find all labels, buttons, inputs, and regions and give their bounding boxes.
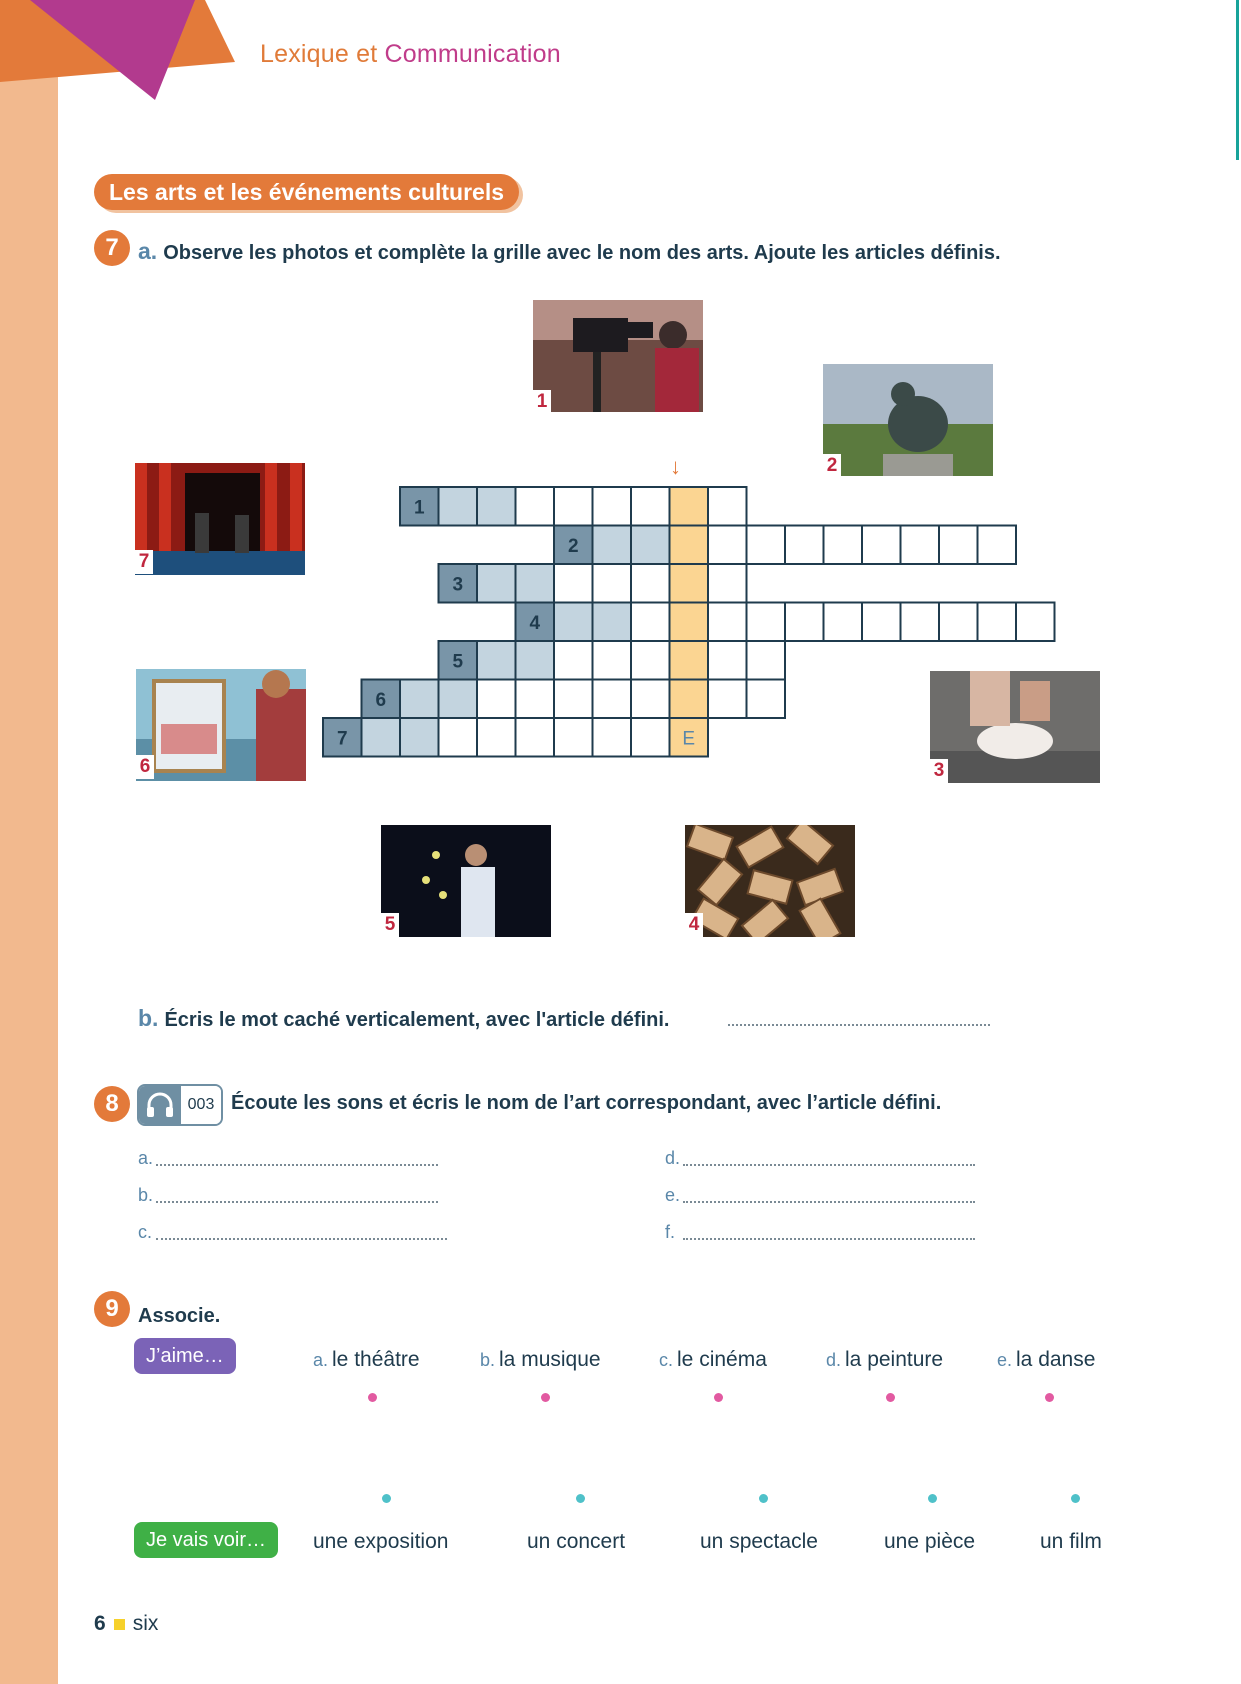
crossword-cell[interactable] xyxy=(708,680,747,719)
crossword-cell[interactable] xyxy=(516,680,555,719)
exercise-9-title: Associe. xyxy=(138,1305,221,1327)
crossword-cell[interactable] xyxy=(978,603,1017,642)
answer-line-7b[interactable] xyxy=(728,1022,990,1026)
crossword-cell[interactable] xyxy=(554,487,593,526)
crossword-cell[interactable] xyxy=(593,603,632,642)
crossword-cell[interactable] xyxy=(362,718,401,757)
answer-line-e[interactable] xyxy=(683,1199,975,1203)
crossword-cell[interactable] xyxy=(631,718,670,757)
option-b: b. la musique xyxy=(480,1348,601,1371)
photo-number-7: 7 xyxy=(135,550,153,574)
exercise-number-8: 8 xyxy=(94,1086,130,1122)
crossword-cell[interactable] xyxy=(824,526,863,565)
crossword-cell[interactable] xyxy=(439,680,478,719)
crossword-cell[interactable] xyxy=(670,564,709,603)
crossword-row-number: 7 xyxy=(336,728,348,750)
answer-label-a: a. xyxy=(138,1148,154,1168)
crossword-cell[interactable] xyxy=(862,526,901,565)
photo-number-6: 6 xyxy=(136,755,154,779)
crossword-cell[interactable] xyxy=(708,641,747,680)
page-number: 6 xyxy=(94,1612,106,1635)
crossword-cell[interactable] xyxy=(670,641,709,680)
match-dot-d[interactable] xyxy=(886,1393,895,1402)
match-dot-film[interactable] xyxy=(1071,1494,1080,1503)
crossword-cell[interactable] xyxy=(631,526,670,565)
answer-label-d: d. xyxy=(665,1148,681,1168)
headphones-icon xyxy=(139,1086,181,1124)
crossword-cell[interactable] xyxy=(554,564,593,603)
match-dot-c[interactable] xyxy=(714,1393,723,1402)
crossword-cell[interactable] xyxy=(477,718,516,757)
crossword-cell[interactable] xyxy=(670,526,709,565)
crossword-cell[interactable] xyxy=(862,603,901,642)
crossword-row-number: 4 xyxy=(529,612,541,634)
crossword-given-letter: E xyxy=(682,728,696,750)
photo-number-2: 2 xyxy=(823,454,841,478)
crossword-row-number: 2 xyxy=(567,535,579,557)
page-word: six xyxy=(132,1612,159,1635)
crossword-cell[interactable] xyxy=(670,487,709,526)
crossword-cell[interactable] xyxy=(631,680,670,719)
crossword-row-number: 3 xyxy=(452,574,464,596)
answer-line-a[interactable] xyxy=(156,1162,438,1166)
crossword-row-number: 6 xyxy=(375,689,387,711)
crossword-cell[interactable] xyxy=(554,718,593,757)
crossword-cell[interactable] xyxy=(477,641,516,680)
crossword-cell[interactable] xyxy=(554,603,593,642)
crossword-cell[interactable] xyxy=(554,680,593,719)
crossword-cell[interactable] xyxy=(978,526,1017,565)
crossword-cell[interactable] xyxy=(631,641,670,680)
crossword-cell[interactable] xyxy=(477,564,516,603)
section-title: Les arts et les événements culturels xyxy=(94,174,519,210)
crossword-cell[interactable] xyxy=(708,526,747,565)
exercise-8-instruction: Écoute les sons et écris le nom de l’art correspondant, avec l’article défini. xyxy=(231,1092,942,1114)
crossword-cell[interactable] xyxy=(516,487,555,526)
square-icon xyxy=(114,1619,125,1630)
crossword-cell[interactable] xyxy=(785,526,824,565)
crossword-cell[interactable] xyxy=(1016,603,1055,642)
match-dot-b[interactable] xyxy=(541,1393,550,1402)
answer-label-b: b. xyxy=(138,1185,154,1205)
answer-line-d[interactable] xyxy=(683,1162,975,1166)
photo-number-4: 4 xyxy=(685,913,703,937)
crossword-row-number: 5 xyxy=(452,651,464,673)
exercise-number-9: 9 xyxy=(94,1291,130,1327)
audio-track-code: 003 xyxy=(181,1086,221,1124)
answer-line-c[interactable] xyxy=(156,1236,447,1240)
match-dot-e[interactable] xyxy=(1045,1393,1054,1402)
answer-label-e: e. xyxy=(665,1185,681,1205)
crossword-cell[interactable] xyxy=(593,641,632,680)
crossword-cell[interactable] xyxy=(593,680,632,719)
arrow-down-icon: ↓ xyxy=(670,454,681,479)
end-concert: un concert xyxy=(527,1530,626,1553)
option-a: a. le théâtre xyxy=(313,1348,420,1371)
crossword-cell[interactable] xyxy=(477,680,516,719)
crossword-cell[interactable] xyxy=(939,526,978,565)
crossword-cell[interactable] xyxy=(439,718,478,757)
ballet-shoe-photo xyxy=(930,671,1100,783)
crossword-cell[interactable] xyxy=(939,603,978,642)
exercise-7b-instruction: b. Écris le mot caché verticalement, avec l'article défini. xyxy=(138,1005,670,1031)
je-vais-voir-label: Je vais voir… xyxy=(134,1522,278,1558)
photo-number-5: 5 xyxy=(381,913,399,937)
books-photo xyxy=(685,825,855,937)
crossword-cell[interactable] xyxy=(901,526,940,565)
end-spectacle: un spectacle xyxy=(700,1530,818,1553)
camera-operator-photo xyxy=(533,300,703,412)
match-dot-a[interactable] xyxy=(368,1393,377,1402)
crossword-cell[interactable] xyxy=(477,487,516,526)
crossword-cell[interactable] xyxy=(439,487,478,526)
crossword-cell[interactable] xyxy=(824,603,863,642)
crossword-cell[interactable] xyxy=(785,603,824,642)
crossword-cell[interactable] xyxy=(747,526,786,565)
crossword-row-number: 1 xyxy=(413,497,425,519)
answer-line-f[interactable] xyxy=(683,1236,975,1240)
photo-number-1: 1 xyxy=(533,390,551,414)
crossword-cell[interactable] xyxy=(747,680,786,719)
crossword-cell[interactable] xyxy=(631,487,670,526)
end-film: un film xyxy=(1040,1530,1102,1553)
answer-label-c: c. xyxy=(138,1222,153,1242)
crossword-cell[interactable] xyxy=(516,641,555,680)
juggler-photo xyxy=(381,825,551,937)
crossword-cell[interactable] xyxy=(670,680,709,719)
crossword-cell[interactable] xyxy=(708,603,747,642)
crossword-cell[interactable] xyxy=(593,718,632,757)
theatre-stage-photo xyxy=(135,463,305,575)
photo-number-3: 3 xyxy=(930,759,948,783)
crossword-cell[interactable] xyxy=(593,564,632,603)
crossword-cell[interactable] xyxy=(631,564,670,603)
page-footer xyxy=(94,1612,158,1636)
crossword-cell[interactable] xyxy=(516,718,555,757)
crossword-cell[interactable] xyxy=(593,487,632,526)
jaime-label: J’aime… xyxy=(134,1338,236,1374)
crossword-cell[interactable] xyxy=(554,641,593,680)
crossword-cell[interactable] xyxy=(708,487,747,526)
crossword-cell[interactable] xyxy=(708,564,747,603)
painter-photo xyxy=(136,669,306,781)
crossword-cell[interactable] xyxy=(593,526,632,565)
crossword-cell[interactable] xyxy=(747,641,786,680)
answer-label-f: f. xyxy=(665,1222,676,1242)
option-c: c. le cinéma xyxy=(659,1348,767,1371)
crossword-cell[interactable] xyxy=(400,718,439,757)
crossword-cell[interactable] xyxy=(400,680,439,719)
exercise-number-7: 7 xyxy=(94,230,130,266)
match-dot-exposition[interactable] xyxy=(382,1494,391,1503)
end-piece: une pièce xyxy=(884,1530,976,1553)
match-dot-concert[interactable] xyxy=(576,1494,585,1503)
crossword-cell[interactable] xyxy=(631,603,670,642)
crossword-cell[interactable] xyxy=(670,603,709,642)
match-dot-piece[interactable] xyxy=(928,1494,937,1503)
end-exposition: une exposition xyxy=(313,1530,449,1553)
page-header-title: Lexique et Communication xyxy=(260,40,561,68)
option-d: d. la peinture xyxy=(826,1348,944,1371)
crossword-cell[interactable] xyxy=(516,564,555,603)
exercise-7a-instruction: a. Observe les photos et complète la grille avec le nom des arts. Ajoute les articles définis. xyxy=(138,238,1001,264)
match-dot-spectacle[interactable] xyxy=(759,1494,768,1503)
answer-line-b[interactable] xyxy=(156,1199,438,1203)
audio-track-button[interactable] xyxy=(137,1084,223,1126)
crossword-cell[interactable] xyxy=(901,603,940,642)
option-e: e. la danse xyxy=(997,1348,1096,1371)
crossword-cell[interactable] xyxy=(747,603,786,642)
sculpture-thinker-photo xyxy=(823,364,993,476)
